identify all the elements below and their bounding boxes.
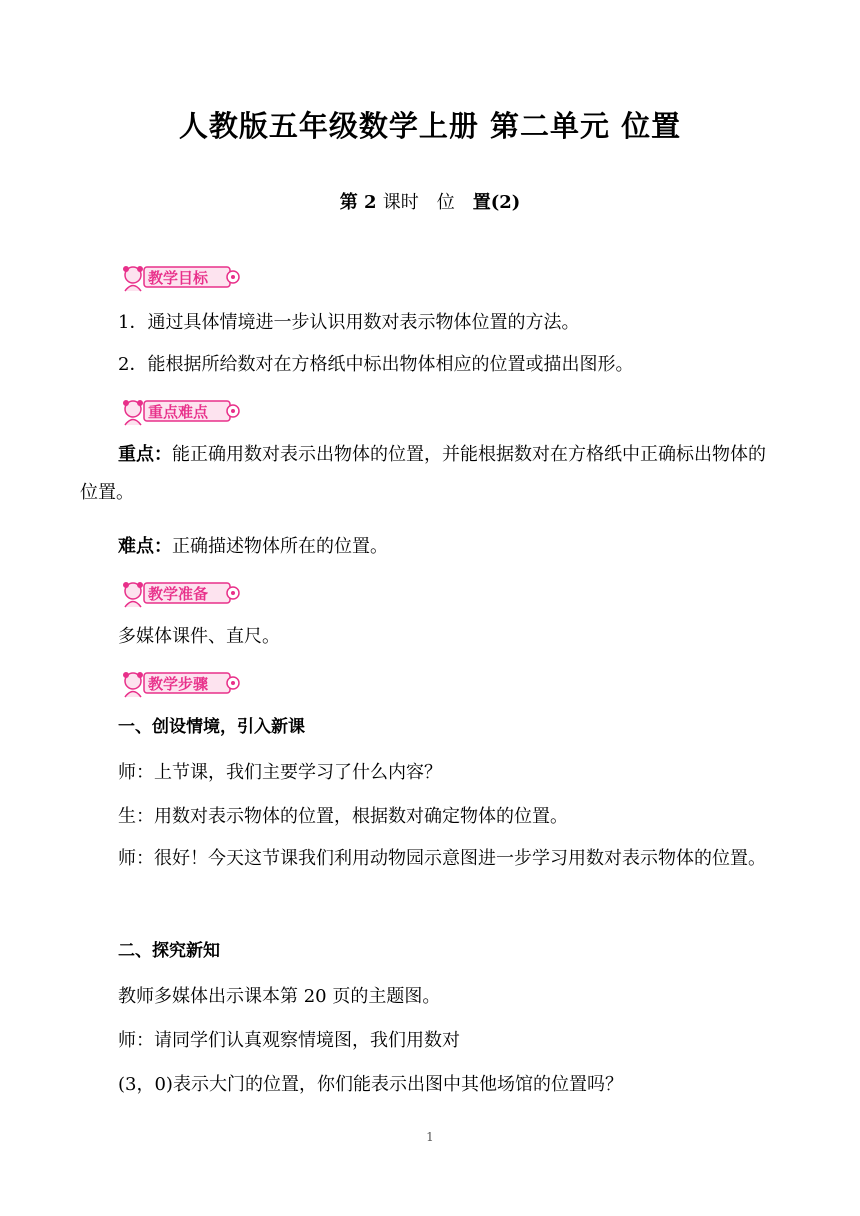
page-number: 1 [426, 1130, 434, 1144]
badge-teaching-prep [118, 578, 242, 608]
girl-icon [123, 582, 143, 607]
key-label: 重点： [118, 444, 172, 465]
girl-icon [123, 672, 143, 697]
hard-label: 难点： [118, 536, 172, 557]
document-title: 人教版五年级数学上册 第二单元 位置 [178, 109, 682, 143]
badge-label: 教学步骤 [148, 675, 209, 693]
goal-item-1: 1．通过具体情境进一步认识用数对表示物体位置的方法。 [118, 312, 580, 333]
lesson-number: 第 2 [339, 192, 383, 213]
hard-text: 正确描述物体所在的位置。 [172, 536, 388, 557]
target-icon [227, 677, 239, 689]
girl-icon [123, 266, 143, 291]
badge-teaching-goal [118, 262, 242, 292]
section-1-line-3: 师：很好！今天这节课我们利用动物园示意图进一步学习用数对表示物体的位置。 [118, 848, 766, 869]
target-icon [227, 587, 239, 599]
hard-point-paragraph [80, 528, 782, 566]
goal-item-2: 2．能根据所给数对在方格纸中标出物体相应的位置或描出图形。 [118, 354, 634, 375]
section-1-heading: 一、创设情境，引入新课 [118, 717, 305, 737]
lesson-word: 课时 [382, 192, 419, 213]
badge-label: 重点难点 [148, 403, 209, 421]
badge-teaching-steps [118, 668, 242, 698]
section-2-line-3: (3，0)表示大门的位置，你们能表示出图中其他场馆的位置吗？ [118, 1074, 623, 1095]
badge-label: 教学准备 [148, 585, 209, 603]
section-2-line-2: 师：请同学们认真观察情境图，我们用数对 [118, 1030, 460, 1051]
lesson-topic-1: 位 [436, 192, 455, 213]
section-2-line-1: 教师多媒体出示课本第 20 页的主题图。 [118, 986, 441, 1007]
section-1-line-1: 师：上节课，我们主要学习了什么内容？ [118, 762, 442, 783]
target-icon [227, 405, 239, 417]
section-1-line-2: 生：用数对表示物体的位置，根据数对确定物体的位置。 [118, 806, 568, 827]
badge-label: 教学目标 [148, 269, 209, 287]
key-point-paragraph [80, 436, 782, 512]
lesson-topic-2: 置(2) [472, 192, 521, 213]
lesson-subtitle [0, 188, 860, 214]
target-icon [227, 271, 239, 283]
section-2-heading: 二、探究新知 [118, 941, 220, 961]
prep-text: 多媒体课件、直尺。 [118, 626, 280, 647]
key-text: 能正确用数对表示出物体的位置，并能根据数对在方格纸中正确标出物体的位置。 [80, 444, 766, 503]
badge-key-points [118, 396, 242, 426]
girl-icon [123, 400, 143, 425]
